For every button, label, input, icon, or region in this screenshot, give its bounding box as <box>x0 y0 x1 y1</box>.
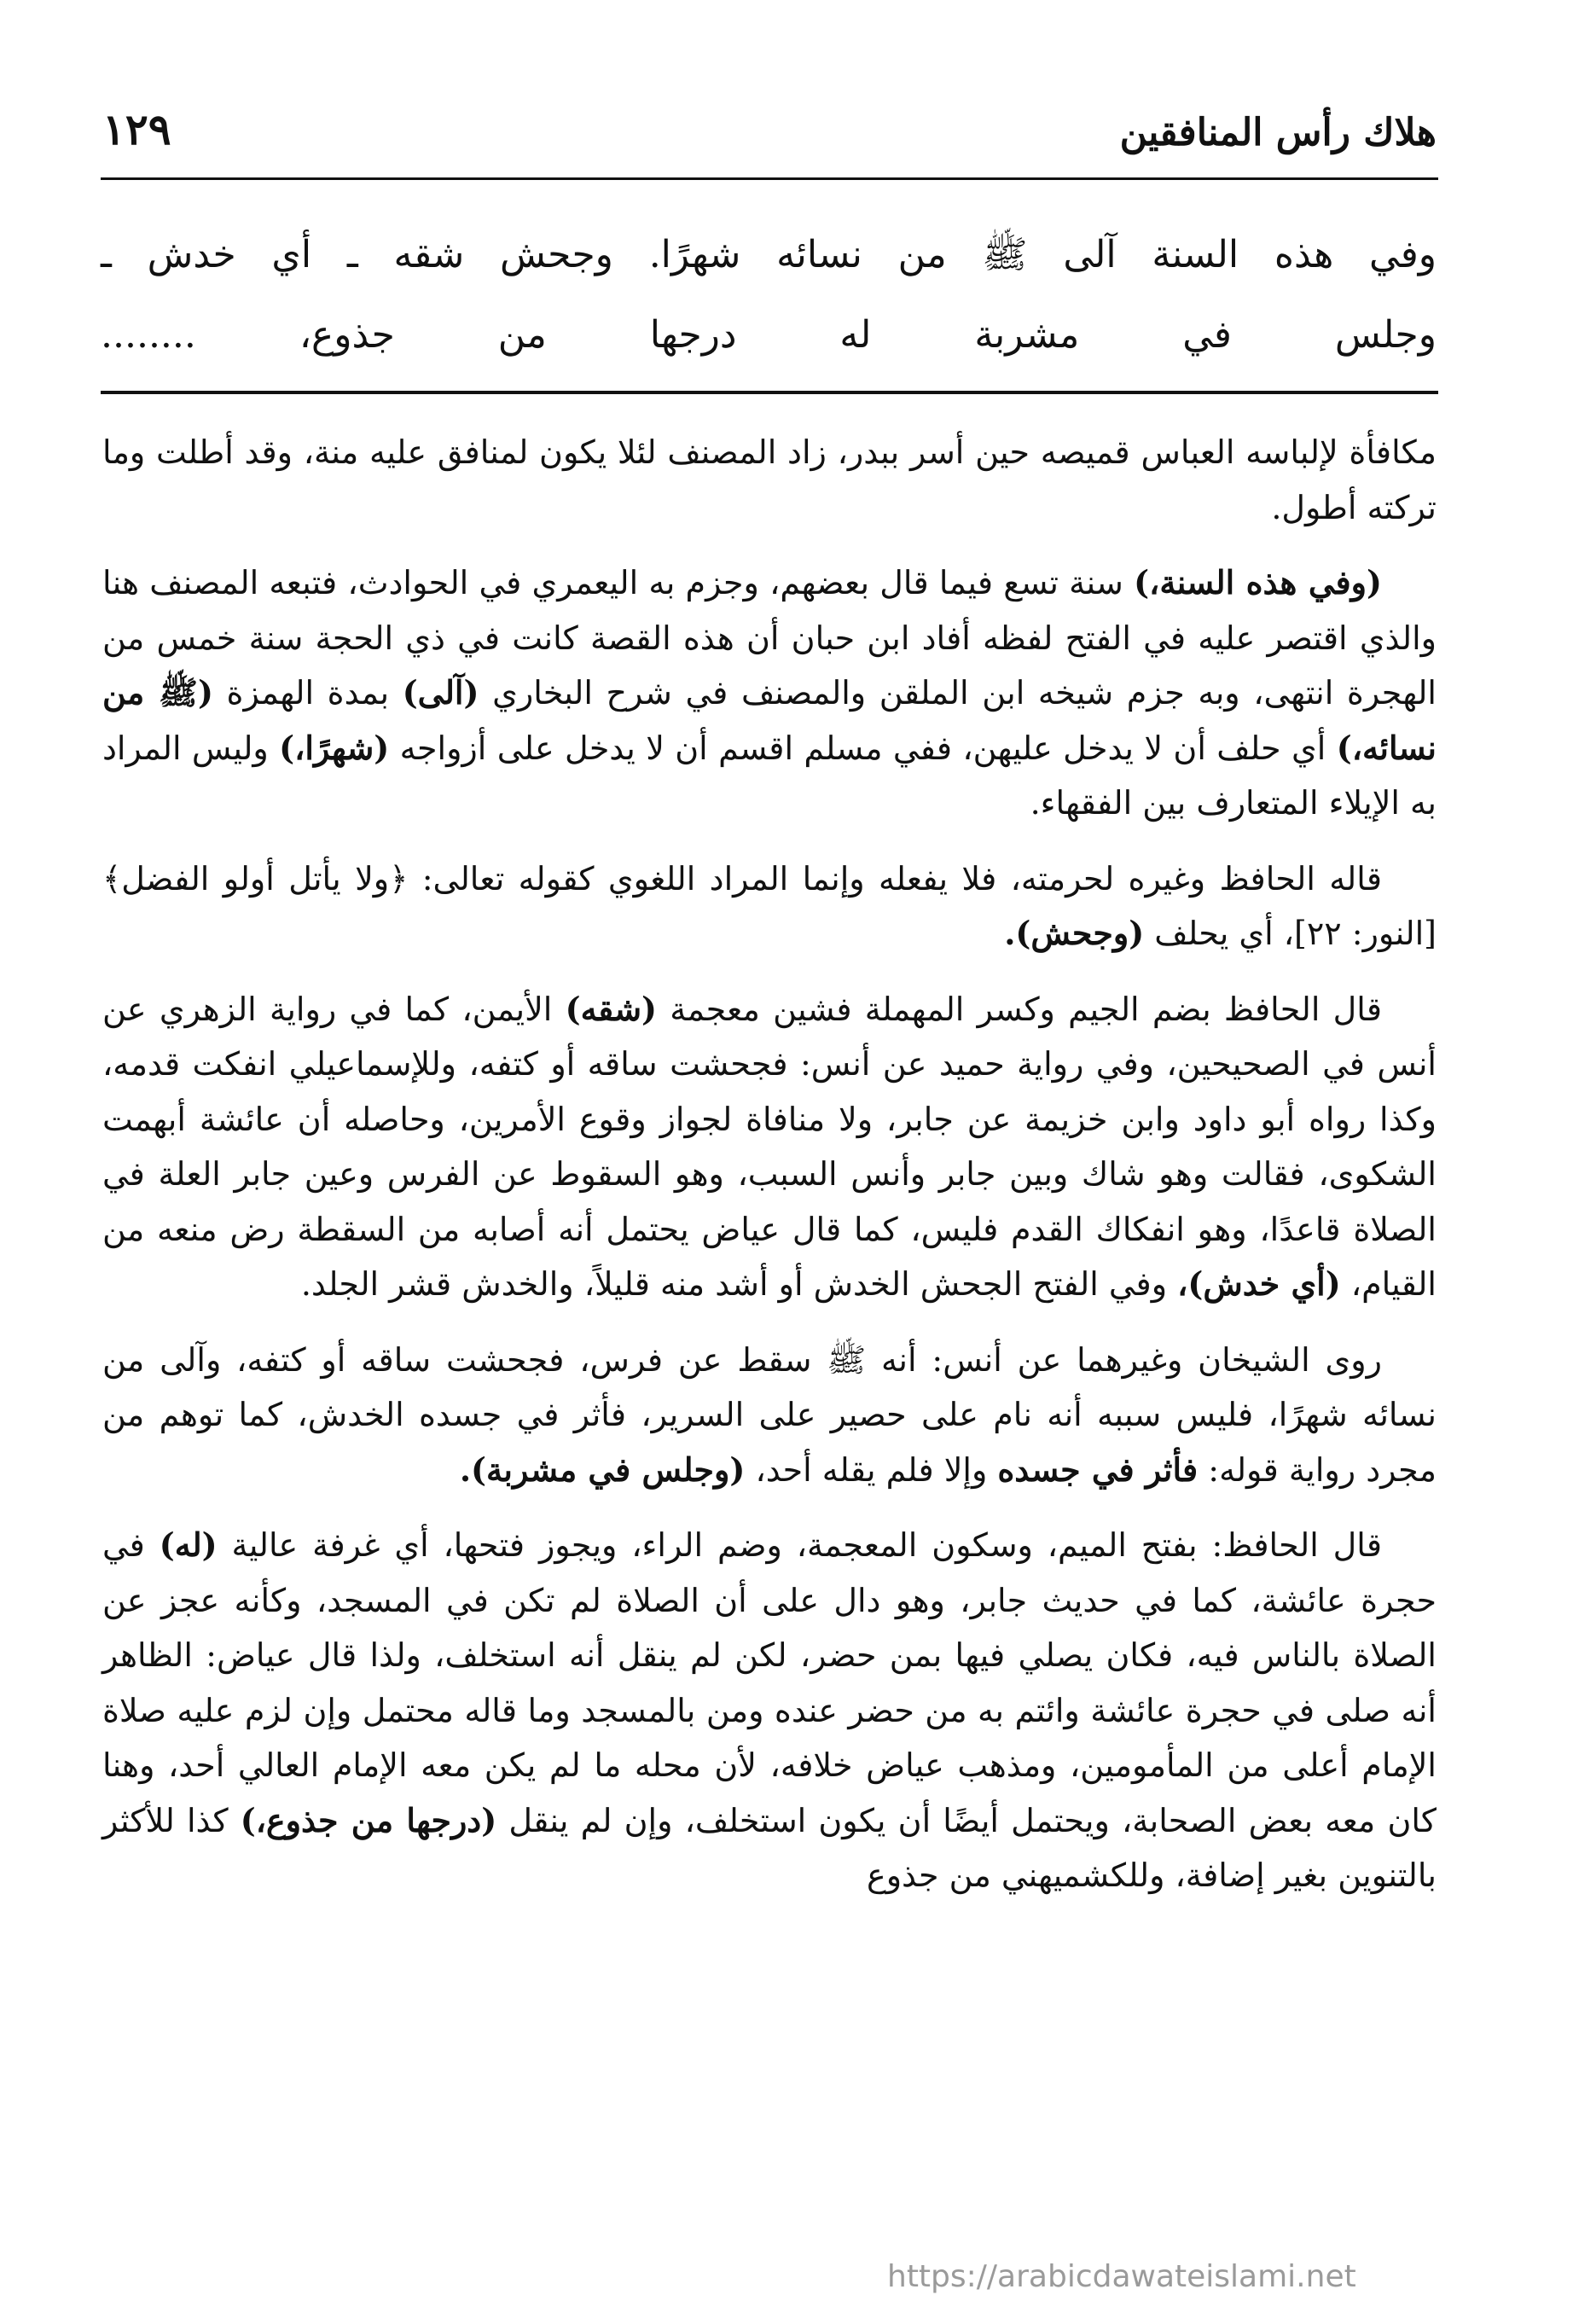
quoted-matn: (أي خدش)، <box>1177 1264 1341 1303</box>
quoted-text: فأثر في جسده <box>997 1450 1199 1489</box>
quoted-matn: (شقه) <box>565 989 658 1028</box>
matn-line: وجلس في مشربة له درجها من جذوع، ........ <box>101 313 1437 357</box>
commentary-paragraph: قاله الحافظ وغيره لحرمته، فلا يفعله وإنما المراد اللغوي كقوله تعالى: ﴿ولا يأتل أولو الفضل﴾ [النور: ٢٢]، أي يحلف (وجحش). <box>102 859 1437 952</box>
commentary-text <box>102 425 1437 1924</box>
matn-divider <box>101 391 1438 394</box>
commentary-paragraph: (وفي هذه السنة،) سنة تسع فيما قال بعضهم، وجزم به اليعمري في الحوادث، فتبعه المصنف هنا والذي اقتصر عليه في الفتح لفظه أفاد ابن حبان أن هذه القصة كانت في ذي الحجة سنة خمس من الهجرة انتهى، وبه جزم شيخه ابن الملقن والمصنف في شرح البخاري (آلى) بمدة الهمزة (ﷺ من نسائه،) أي حلف أن لا يدخل عليهن، ففي مسلم اقسم أن لا يدخل على أزواجه (شهرًا،) وليس المراد به الإيلاء المتعارف بين الفقهاء. <box>102 563 1437 822</box>
quoted-matn: (له) <box>159 1525 218 1564</box>
quoted-matn: (وجحش). <box>1004 914 1145 952</box>
commentary-paragraph: مكافأة لإلباسه العباس قميصه حين أسر ببدر، زاد المصنف لئلا يكون لمنافق عليه منة، وقد أطلت وما تركته أطول. <box>102 433 1437 526</box>
watermark-url: https://arabicdawateislami.net <box>887 2259 1356 2294</box>
matn-text <box>101 215 1437 375</box>
quoted-matn: (شهرًا،) <box>279 728 390 767</box>
quoted-matn: (آلى) <box>402 673 479 712</box>
quoted-matn: (وفي هذه السنة،) <box>1134 563 1383 601</box>
quoted-matn: (درجها من جذوع،) <box>240 1800 497 1839</box>
running-head <box>102 101 1437 169</box>
header-divider <box>101 177 1438 180</box>
commentary-paragraph: قال الحافظ بضم الجيم وكسر المهملة فشين معجمة (شقه) الأيمن، كما في رواية الزهري عن أنس في الصحيحين، وفي رواية حميد عن أنس: فجحشت ساقه أو كتفه، وللإسماعيلي انفكت قدمه، وكذا رواه أبو داود وابن خزيمة عن جابر، ولا منافاة لجواز وقوع الأمرين، وحاصله أن عائشة أبهمت الشكوى، فقالت وهو شاك وبين جابر وأنس السبب، وهو السقوط عن الفرس وعين جابر العلة في الصلاة قاعدًا، وهو انفكاك القدم فليس، كما قال عياض يحتمل أنه أصابه من السقطة رض منعه من القيام، (أي خدش)، وفي الفتح الجحش الخدش أو أشد منه قليلاً، والخدش قشر الجلد. <box>102 989 1437 1303</box>
commentary-paragraph: قال الحافظ: بفتح الميم، وسكون المعجمة، وضم الراء، ويجوز فتحها، أي غرفة عالية (له) في حجرة عائشة، كما في حديث جابر، وهو دال على أن الصلاة لم تكن في المسجد، وكأنه عجز عن الصلاة بالناس فيه، فكان يصلي فيها بمن حضر، لكن لم ينقل أنه استخلف، ولذا قال عياض: الظاهر أنه صلى في حجرة عائشة وائتم به من حضر عنده ومن بالمسجد وما قاله محتمل وإن لزم عليه صلاة الإمام أعلى من المأمومين، ومذهب عياض خلافه، لأن محله ما لم يكن معه الإمام العالي أحد، وهنا كان معه بعض الصحابة، ويحتمل أيضًا أن يكون استخلف، وإن لم ينقل (درجها من جذوع،) كذا للأكثر بالتنوين بغير إضافة، وللكشميهني من جذوع <box>102 1525 1437 1894</box>
running-header-title: هلاك رأس المنافقين <box>1119 111 1437 154</box>
quoted-matn: (ﷺ من نسائه،) <box>102 673 1437 767</box>
commentary-paragraph: روى الشيخان وغيرهما عن أنس: أنه ﷺ سقط عن فرس، فجحشت ساقه أو كتفه، وآلى من نسائه شهرًا، فليس سببه أنه نام على حصير على السرير، فأثر في جسده الخدش، كما توهم من مجرد رواية قوله: فأثر في جسده وإلا فلم يقله أحد، (وجلس في مشربة). <box>102 1340 1437 1489</box>
matn-line: وفي هذه السنة آلى ﷺ من نسائه شهرًا. وجحش شقه ـ أي خدش ـ <box>101 233 1437 276</box>
quoted-matn: (وجلس في مشربة). <box>459 1450 746 1489</box>
page-number: ١٢٩ <box>102 104 171 154</box>
